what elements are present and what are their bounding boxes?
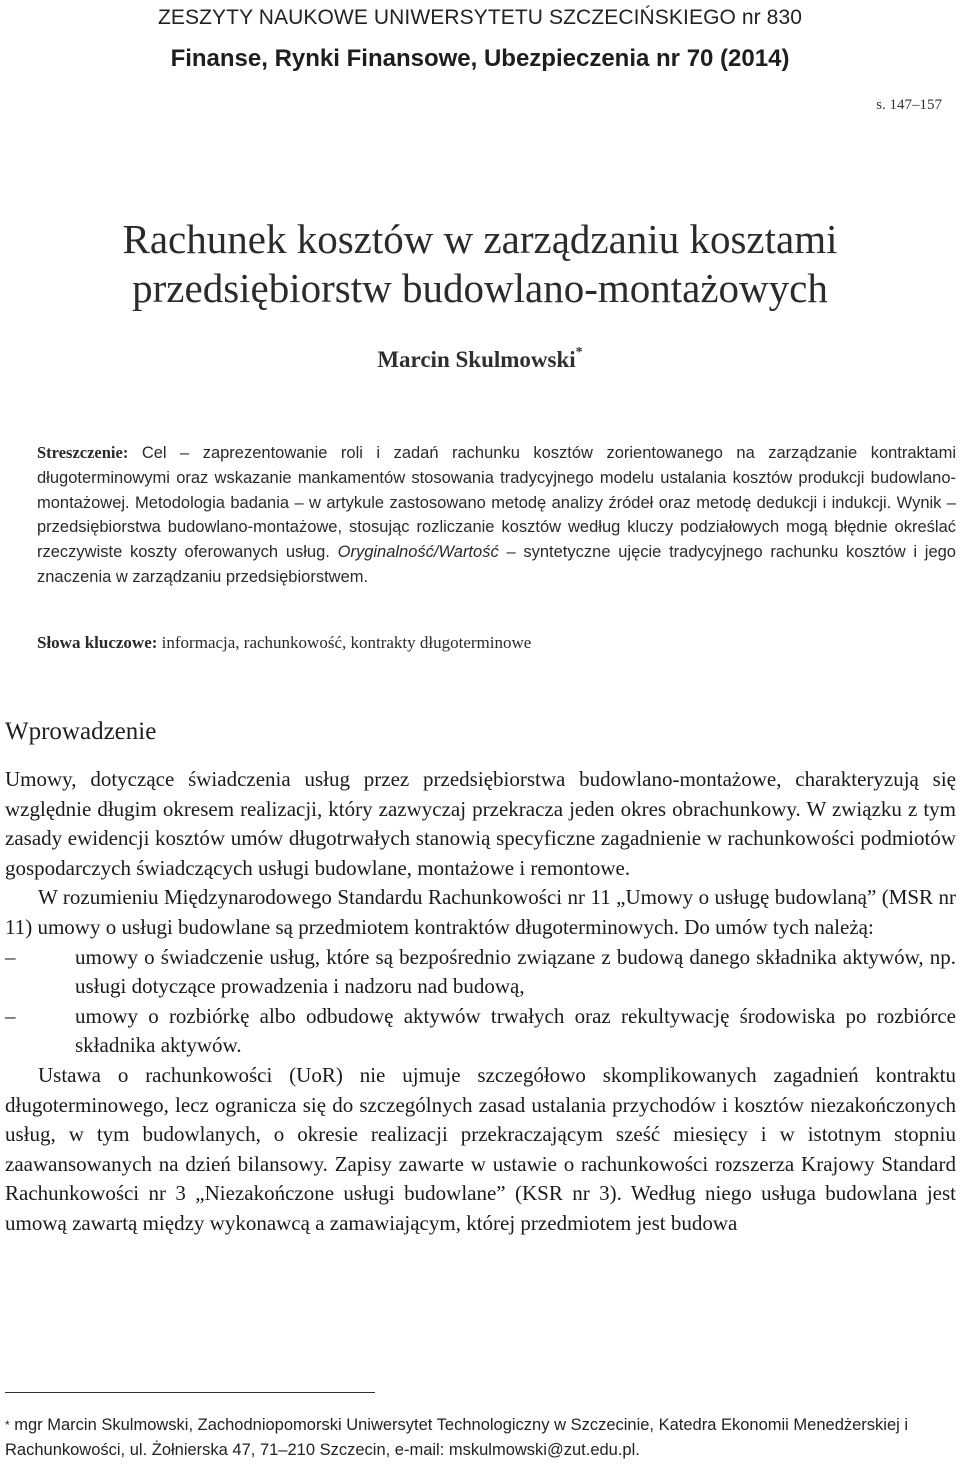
abstract-label: Streszczenie: — [37, 443, 129, 462]
paragraph-3: Ustawa o rachunkowości (UoR) nie ujmuje szczegółowo skomplikowanych zagadnień kontraktu długoterminowego, lecz ogranicza się do szczególnych zasad ustalania przychodów i kosztów niezakończonych usług, w tym budowlanych, o okresie realizacji przekraczającym sześć miesięcy i w istotnym stopniu zaawansowanych na dzień bilansowy. Zapisy zawarte w ustawie o rachunkowości rozszerza Krajowy Standard Rachunkowości nr 3 „Niezakończone usługi budowlane” (KSR nr 3). Według niego usługa budowlana jest umową zawartą między wykonawcą a zamawiającym, której przedmiotem jest budowa — [5, 1062, 956, 1235]
footnote-mark: * — [5, 1418, 10, 1432]
body-text — [5, 765, 956, 1239]
abstract-metodologia: Metodologia badania – w artykule zastosowano metodę analizy źródeł oraz metodę dedukcji i indukcji. — [135, 493, 892, 512]
bullet-list — [5, 943, 956, 1061]
keywords-label: Słowa kluczowe: — [37, 633, 158, 652]
dash-bullet-icon: – — [5, 1003, 16, 1028]
dash-bullet-icon: – — [5, 944, 16, 969]
section-heading: Wprowadzenie — [5, 718, 157, 745]
paragraph-1: Umowy, dotyczące świadczenia usług przez przedsiębiorstwa budowlano-montażowe, charakteryzują się względnie długim okresem realizacji, który zazwyczaj przekracza jeden okres obrachunkowy. W związku z tym zasady ewidencji kosztów umów długotrwałych stanowią specyficzne zagadnienie w rachunkowości podmiotów gospodarczych świadczących usługi budowlane, montażowe i remontowe. — [5, 767, 956, 880]
keywords-text: informacja, rachunkowość, kontrakty długoterminowe — [157, 633, 532, 652]
author-footnote-mark: * — [575, 345, 583, 360]
footnote-text: mgr Marcin Skulmowski, Zachodniopomorski Uniwersytet Technologiczny w Szczecinie, Katedra Ekonomii Menedżerskiej i Rachunkowości, ul. Żołnierska 47, 71–210 Szczecin, e-mail: mskulmowski@zut.edu.pl. — [5, 1416, 909, 1459]
keywords — [37, 633, 956, 653]
article-title-line1: Rachunek kosztów w zarządzaniu kosztami — [122, 216, 838, 262]
article-title-line2: przedsiębiorstw budowlano-montażowych — [132, 265, 828, 311]
abstract-oryginalnosc-label: Oryginalność/Wartość — [337, 543, 499, 562]
abstract-wynik: Wynik – przedsiębiorstwa budowlano-montażowe, stosując rozliczanie kosztów według kluczy podziałowych mogą błędnie określać rzeczywiste koszty oferowanych usług. — [37, 493, 956, 562]
list-item — [5, 1002, 956, 1061]
journal-series-title: ZESZYTY NAUKOWE UNIWERSYTETU SZCZECIŃSKIEGO nr 830 — [157, 6, 803, 29]
page-range: s. 147–157 — [876, 97, 942, 113]
footnote — [5, 1413, 956, 1462]
author-name — [0, 347, 960, 373]
article-title — [0, 215, 960, 313]
abstract — [37, 441, 956, 590]
author-text: Marcin Skulmowski — [377, 347, 576, 372]
abstract-oryginalnosc-text: – syntetyczne ujęcie tradycyjnego rachunku kosztów i jego znaczenia w zarządzaniu przedsiębiorstwem. — [37, 543, 956, 586]
list-item-text: umowy o świadczenie usług, które są bezpośrednio związane z budową danego składnika aktywów, np. usługi dotyczące prowadzenia i nadzoru nad budową, — [75, 944, 956, 999]
list-item — [5, 943, 956, 1002]
paragraph-2: W rozumieniu Międzynarodowego Standardu Rachunkowości nr 11 „Umowy o usługę budowlaną” (MSR nr 11) umowy o usługi budowlane są przedmiotem kontraktów długoterminowych. Do umów tych należą: — [5, 885, 956, 939]
list-item-text: umowy o rozbiórkę albo odbudowę aktywów trwałych oraz rekultywację środowiska po rozbiórce składnika aktywów. — [75, 1003, 956, 1058]
abstract-cel: Cel – zaprezentowanie roli i zadań rachunku kosztów zorientowanego na zarządzanie kontraktami długoterminowymi oraz wskazanie mankamentów stosowania tradycyjnego modelu ustalania kosztów produkcji budowlano-montażowej. — [37, 444, 956, 512]
journal-issue-title: Finanse, Rynki Finansowe, Ubezpieczenia nr 70 (2014) — [170, 45, 790, 72]
footnote-divider — [5, 1392, 375, 1393]
